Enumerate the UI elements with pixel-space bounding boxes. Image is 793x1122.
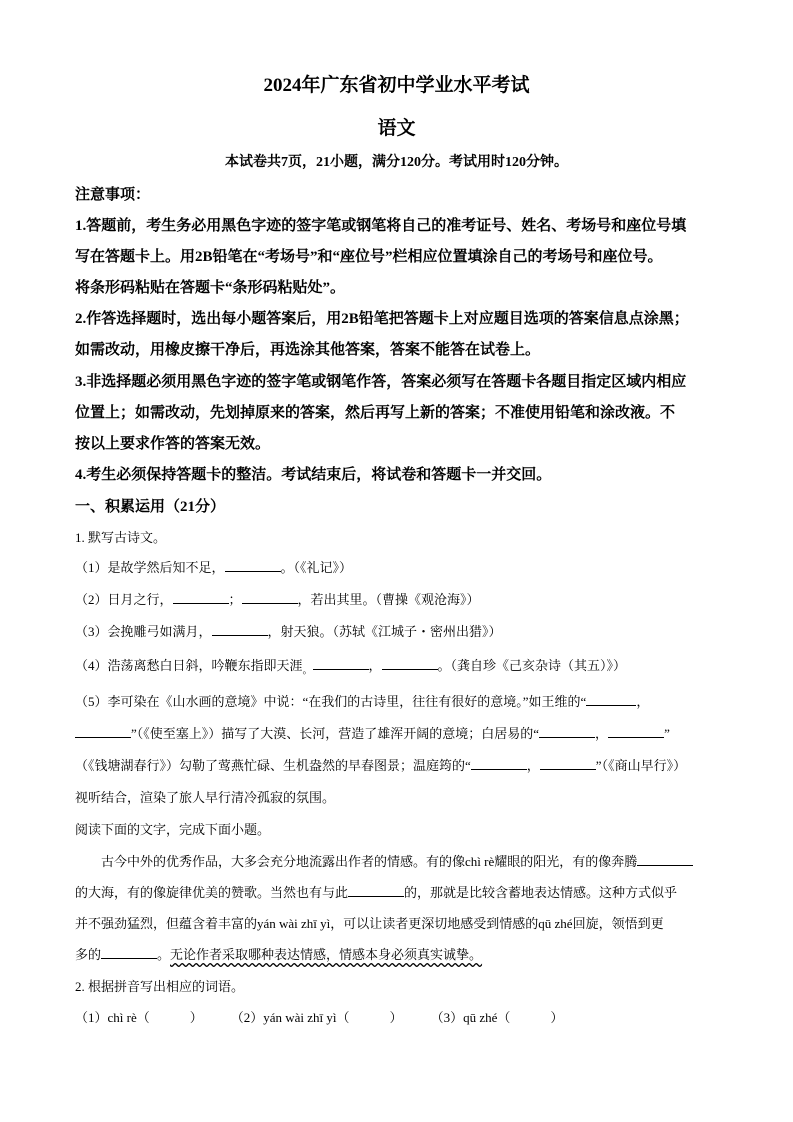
passage-l4-text-a: 多的 (75, 947, 102, 962)
subject-title: 语文 (377, 118, 416, 139)
q1-part-4 (75, 655, 725, 677)
q1-p2-text-c: ，若出其里。（曹操《观沧海》） (297, 592, 480, 607)
q1-p5-l3-text-c: ”（《商山早行》） (595, 758, 687, 773)
note-2-line-1: 2.作答选择题时，选出每小题答案后，用2B铅笔把答题卡上对应题目选项的答案信息点涂黑； (75, 311, 689, 327)
q2-item-2-close: ） (389, 1010, 403, 1025)
q1-p3-text-a: （3）会挽雕弓如满月， (75, 624, 212, 639)
q1-p2-text-a: （2）日月之行， (75, 592, 173, 607)
passage-line-3: 并不强劲猛烈，但蕴含着丰富的yán wài zhī yì，可以让读者更深切地感受到情感的qū zhé回旋，领悟到更 (75, 916, 664, 931)
q1-p4-dot: 。 (302, 665, 313, 677)
q1-p5-l1-text-a: （5）李可染在《山水画的意境》中说：“在我们的古诗里，往往有很好的意境。”如王维的“ (75, 694, 587, 709)
q1-p4-text-c: 。（龚自珍《己亥杂诗（其五）》） (437, 658, 627, 673)
note-1-line-3: 将条形码粘贴在答题卡“条形码粘贴处”。 (75, 280, 346, 296)
q1-p4-text-b: ， (368, 658, 382, 673)
notes-heading: 注意事项： (75, 187, 151, 203)
q1-p5-l2-text-c: ” (664, 726, 670, 741)
q1-part-5-line-1 (75, 691, 725, 710)
answer-blank[interactable] (608, 725, 664, 738)
question-1-title: 1. 默写古诗文。 (75, 530, 167, 545)
passage-l1-text: 古今中外的优秀作品，大多会充分地流露出作者的情感。有的像chì rè耀眼的阳光，有的像奔腾 (101, 854, 638, 869)
answer-blank[interactable] (382, 657, 438, 670)
exam-title: 2024年广东省初中学业水平考试 (263, 75, 530, 96)
section-heading: 一、积累运用（21分） (75, 499, 226, 515)
passage-line-2 (75, 882, 725, 901)
answer-blank[interactable] (225, 559, 281, 572)
answer-blank[interactable] (586, 693, 636, 706)
note-4: 4.考生必须保持答题卡的整洁。考试结束后，将试卷和答题卡一并交回。 (75, 467, 552, 483)
q1-p5-l3-text-b: ， (526, 758, 540, 773)
q1-p5-l1-text-b: ， (636, 694, 650, 709)
answer-blank[interactable] (75, 725, 131, 738)
answer-blank[interactable] (637, 853, 693, 866)
note-3-line-3: 按以上要求作答的答案无效。 (75, 436, 271, 452)
note-1-line-1: 1.答题前，考生务必用黑色字迹的签字笔或钢笔将自己的准考证号、姓名、考场号和座位号填 (75, 218, 687, 234)
q1-part-5-line-2 (75, 723, 725, 742)
q1-part-2 (75, 589, 725, 608)
q1-p1-text-a: （1）是故学然后知不足， (75, 560, 225, 575)
q1-p2-text-b: ； (228, 592, 242, 607)
q2-item-1-close: ） (189, 1010, 203, 1025)
q1-part-5-line-3 (75, 755, 725, 774)
answer-blank[interactable] (348, 884, 404, 897)
q1-p3-text-b: ，射天狼。（苏轼《江城子・密州出猎》） (267, 624, 502, 639)
answer-blank[interactable] (540, 757, 596, 770)
q1-p5-l2-text-b: ， (595, 726, 609, 741)
question-2-title: 2. 根据拼音写出相应的词语。 (75, 979, 245, 994)
q2-answers (75, 1007, 725, 1026)
note-3-line-2: 位置上；如需改动，先划掉原来的答案，然后再写上新的答案；不准使用铅笔和涂改液。不 (75, 405, 676, 421)
reading-intro: 阅读下面的文字，完成下面小题。 (75, 822, 271, 837)
q1-part-5-line-4: 视听结合，渲染了旅人早行清冷孤寂的氛围。 (75, 790, 336, 805)
answer-blank[interactable] (471, 757, 527, 770)
q1-p5-l2-text-a: ”（《使至塞上》）描写了大漠、长河，营造了雄浑开阔的意境；白居易的“ (131, 726, 540, 741)
q1-p1-text-b: 。（《礼记》） (280, 560, 353, 575)
answer-blank[interactable] (173, 591, 229, 604)
answer-blank[interactable] (539, 725, 595, 738)
q1-part-3 (75, 621, 725, 640)
answer-blank[interactable] (242, 591, 298, 604)
note-3-line-1: 3.非选择题必须用黑色字迹的签字笔或钢笔作答，答案必须写在答题卡各题目指定区域内相应 (75, 374, 687, 390)
wavy-underlined-sentence: 无论作者采取哪种表达情感，情感本身必须真实诚挚。 (170, 947, 483, 962)
q2-item-3-close: ） (550, 1010, 564, 1025)
q1-part-1 (75, 557, 725, 576)
q2-item-1: （1）chì rè（ (75, 1010, 150, 1025)
passage-l4-text-b: 。 (157, 947, 171, 962)
passage-l2-text-a: 的大海，有的像旋律优美的赞歌。当然也有与此 (75, 885, 349, 900)
exam-info: 本试卷共7页，21小题，满分120分。考试用时120分钟。 (225, 155, 568, 170)
passage-line-1 (75, 851, 725, 870)
passage-line-4 (75, 944, 725, 963)
q1-p5-l3-text-a: （《钱塘湖春行》）勾勒了莺燕忙碌、生机盎然的早春图景；温庭筠的“ (75, 758, 471, 773)
passage-l2-text-b: 的，那就是比较含蓄地表达情感。这种方式似乎 (404, 885, 678, 900)
q2-item-3: （3）qū zhé（ (430, 1010, 511, 1025)
answer-blank[interactable] (212, 623, 268, 636)
answer-blank[interactable] (313, 657, 369, 670)
note-1-line-2: 写在答题卡上。用2B铅笔在“考场号”和“座位号”栏相应位置填涂自己的考场号和座位号。 (75, 249, 663, 265)
q2-item-2: （2）yán wài zhī yì（ (230, 1010, 350, 1025)
q1-p4-text-a: （4）浩荡离愁白日斜，吟鞭东指即天涯 (75, 658, 303, 673)
note-2-line-2: 如需改动，用橡皮擦干净后，再选涂其他答案，答案不能答在试卷上。 (75, 342, 541, 358)
answer-blank[interactable] (101, 946, 157, 959)
